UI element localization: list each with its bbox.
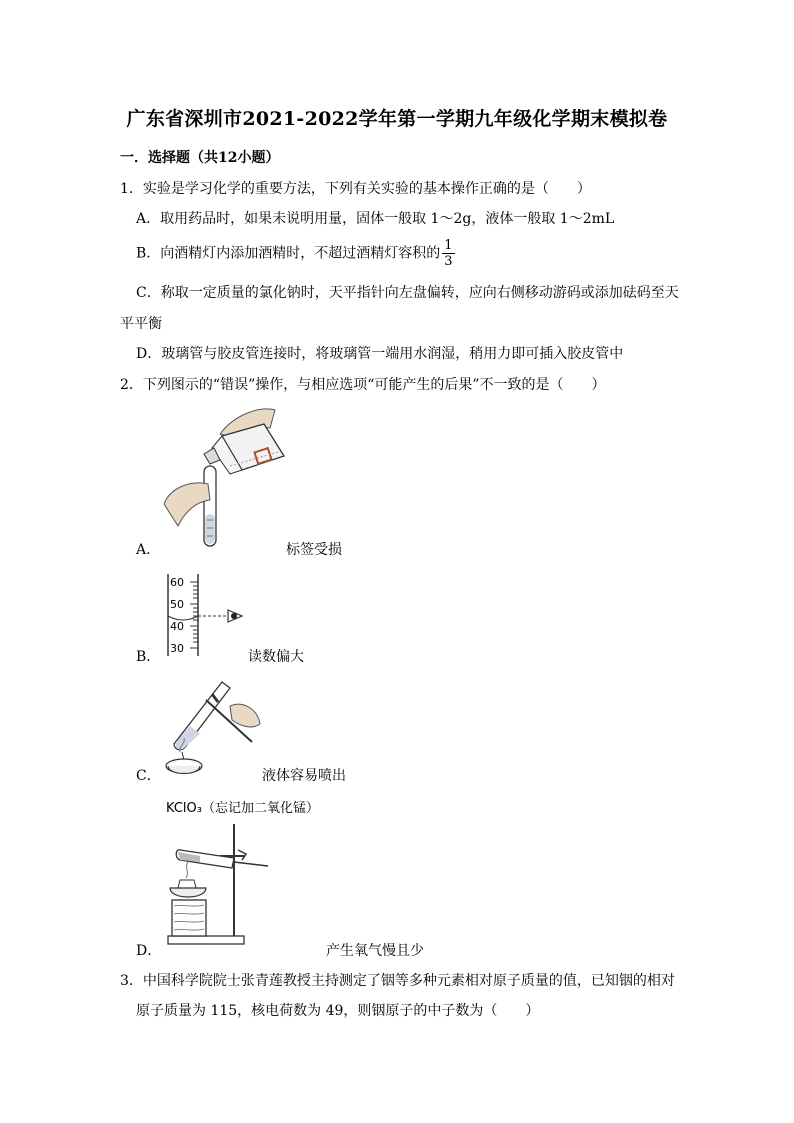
q2-option-d-label: D．: [136, 943, 162, 959]
q2-option-c-label: C．: [136, 768, 161, 784]
cylinder-tick-30: 30: [170, 642, 184, 655]
q2-option-a-label: A．: [136, 542, 161, 558]
q1-option-b-text: B．向酒精灯内添加酒精时，不超过酒精灯容积的: [136, 245, 441, 262]
q2-stem: 2．下列图示的“错误”操作，与相应选项“可能产生的后果”不一致的是（ ）: [120, 377, 606, 393]
page-title: 广东省深圳市2021-2022学年第一学期九年级化学期末模拟卷: [126, 108, 668, 130]
cylinder-tick-40: 40: [170, 620, 184, 633]
q2-option-c-consequence: 液体容易喷出: [262, 768, 346, 784]
section-heading: 一．选择题（共12小题）: [120, 150, 280, 166]
fraction: [442, 238, 454, 269]
cylinder-tick-60: 60: [170, 576, 184, 589]
q2-option-a-consequence: 标签受损: [286, 542, 342, 558]
q1-option-c-line1: C．称取一定质量的氯化钠时，天平指针向左盘偏转，应向右侧移动游码或添加砝码至天: [136, 285, 679, 301]
q1-option-c-line2: 平平衡: [120, 316, 162, 332]
q2-option-d-caption: KClO₃（忘记加二氧化锰）: [166, 801, 319, 816]
q2-option-d-consequence: 产生氧气慢且少: [326, 943, 424, 959]
q1-option-d: D．玻璃管与胶皮管连接时，将玻璃管一端用水润湿，稍用力即可插入胶皮管中: [136, 346, 624, 362]
heating-tube-figure: [160, 680, 270, 780]
q1-stem: 1．实验是学习化学的重要方法，下列有关实验的基本操作正确的是（ ）: [120, 181, 591, 197]
cylinder-tick-50: 50: [170, 598, 184, 611]
q1-option-b: [136, 238, 455, 269]
oxygen-apparatus-figure: [160, 818, 280, 950]
fraction-numerator: 1: [444, 238, 453, 253]
q1-option-a: A．取用药品时，如果未说明用量，固体一般取 1～2g，液体一般取 1～2mL: [136, 211, 615, 227]
cylinder-reading-figure: [160, 572, 260, 660]
q2-option-b-consequence: 读数偏大: [248, 649, 304, 665]
q3-stem-line1: 3．中国科学院院士张青莲教授主持测定了铟等多种元素相对原子质量的值，已知铟的相对: [120, 973, 675, 989]
pouring-liquid-figure: [160, 404, 310, 554]
q2-option-b-label: B．: [136, 649, 161, 665]
q3-stem-line2: 原子质量为 115，核电荷数为 49，则铟原子的中子数为（ ）: [136, 1003, 540, 1019]
fraction-denominator: 3: [444, 254, 453, 269]
